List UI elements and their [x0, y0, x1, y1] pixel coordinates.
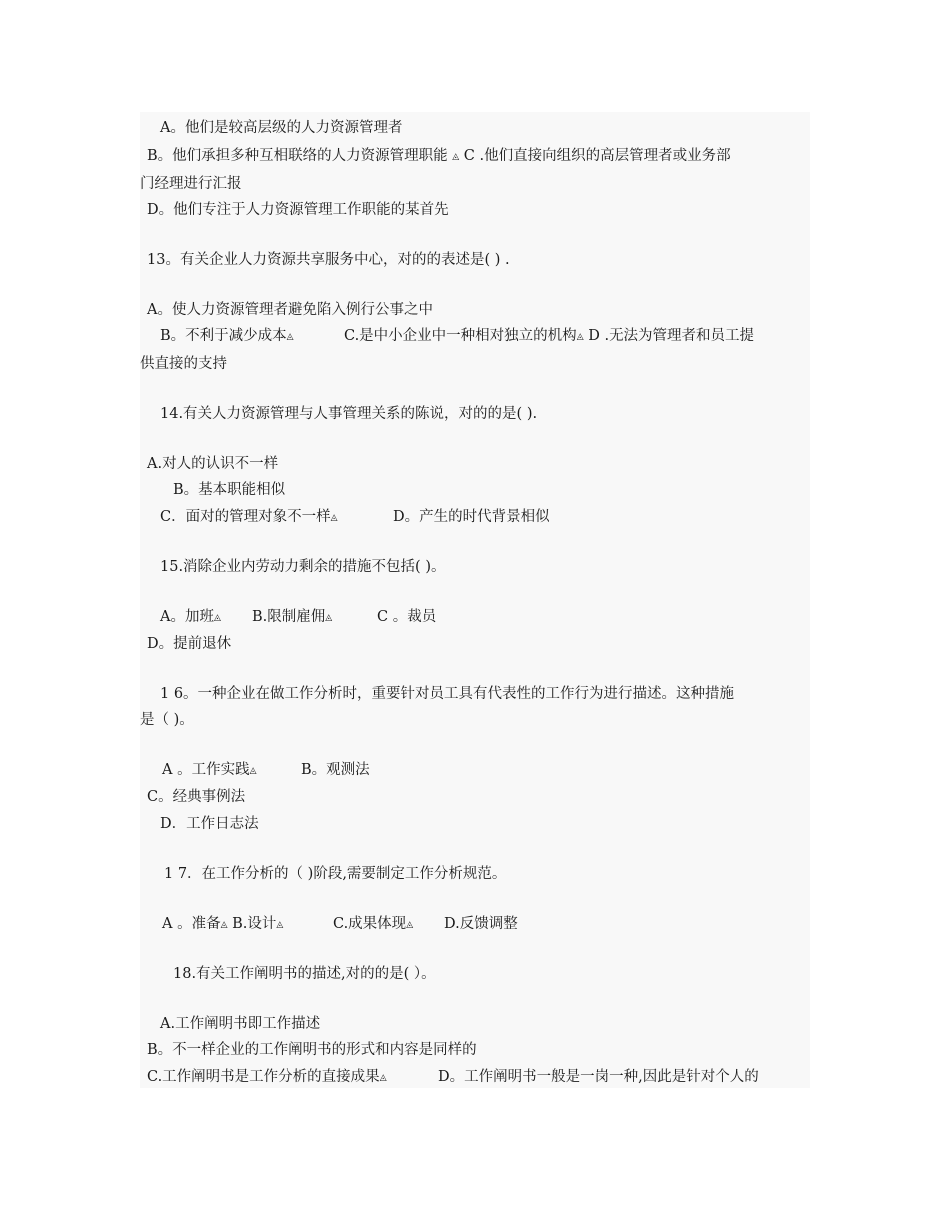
q14-option-c-line	[160, 507, 338, 528]
q13-option-d-cont: 供直接的支持	[140, 356, 227, 372]
tab-marker-icon: ◬	[576, 332, 584, 342]
q18-option-c: C.工作阐明书是工作分析的直接成果	[147, 1069, 380, 1085]
q13-option-b: B。不利于减少成本	[160, 328, 287, 344]
q18-option-d: D。工作阐明书一般是一岗一种,因此是针对个人的	[438, 1069, 759, 1085]
q16-option-d: D．工作日志法	[160, 816, 259, 832]
q17-stem: 1 7．在工作分析的（ )阶段,需要制定工作分析规范。	[164, 866, 507, 882]
q14-option-c: C．面对的管理对象不一样	[160, 509, 331, 525]
q15-option-b: B.限制雇佣	[252, 609, 326, 625]
q15-option-c: C 。裁员	[377, 609, 437, 625]
q13-option-a: A。使人力资源管理者避免陷入例行公事之中	[147, 302, 433, 318]
q12-option-c: C .他们直接向组织的高层管理者或业务部	[463, 148, 731, 164]
q17-options-line	[162, 914, 283, 935]
q16-option-b: B。观测法	[301, 762, 370, 778]
q14-stem: 14.有关人力资源管理与人事管理关系的陈说，对的的是( ).	[160, 406, 538, 422]
q12-option-d: D。他们专注于人力资源管理工作职能的某首先	[147, 202, 449, 218]
q13-option-c: C.是中小企业中一种相对独立的机构	[344, 328, 577, 344]
tab-marker-icon: ◬	[286, 332, 294, 342]
q16-option-c: C。经典事例法	[147, 789, 246, 805]
q13-option-b-line	[160, 326, 294, 347]
q18-option-c-line	[147, 1067, 387, 1088]
q18-option-a: A.工作阐明书即工作描述	[160, 1016, 321, 1032]
q15-option-b-line	[252, 607, 332, 628]
q14-option-a: A.对人的认识不一样	[147, 456, 279, 472]
q12-option-a: A。他们是较高层级的人力资源管理者	[160, 120, 403, 136]
document-page	[140, 112, 810, 1088]
tab-marker-icon: ◬	[276, 920, 284, 930]
q15-option-a: A。加班	[160, 609, 214, 625]
tab-marker-icon: ◬	[213, 613, 221, 623]
q15-option-a-line	[160, 607, 221, 628]
q17-option-c-line	[333, 914, 413, 935]
q17-option-b: B.设计	[232, 916, 277, 932]
q12-option-c-cont: 门经理进行汇报	[140, 176, 242, 192]
q16-option-a: A 。工作实践	[162, 762, 250, 778]
q12-option-b-line	[147, 146, 731, 167]
q15-option-d: D。提前退休	[147, 636, 232, 652]
q15-stem: 15.消除企业内劳动力剩余的措施不包括( )。	[160, 559, 446, 575]
q13-option-d: D .无法为管理者和员工提	[588, 328, 755, 344]
q16-stem-cont: 是（ )。	[140, 712, 194, 728]
q14-option-d: D。产生的时代背景相似	[393, 509, 550, 525]
q16-option-a-line	[162, 760, 257, 781]
q18-stem: 18.有关工作阐明书的描述,对的的是( ）。	[173, 966, 436, 982]
q12-option-b: B。他们承担多种互相联络的人力资源管理职能	[147, 148, 448, 164]
q17-option-a: A 。准备	[162, 916, 221, 932]
tab-marker-icon: ◬	[379, 1073, 387, 1083]
q13-stem: 13。有关企业人力资源共享服务中心，对的的表述是( ) .	[147, 252, 510, 268]
q13-option-cd-line	[344, 326, 754, 347]
q17-option-c: C.成果体现	[333, 916, 407, 932]
q18-option-b: B。不一样企业的工作阐明书的形式和内容是同样的	[147, 1042, 477, 1058]
q17-option-d: D.反馈调整	[444, 916, 518, 932]
tab-marker-icon: ◬	[452, 152, 460, 162]
tab-marker-icon: ◬	[330, 513, 338, 523]
q14-option-b: B。基本职能相似	[173, 482, 286, 498]
tab-marker-icon: ◬	[220, 920, 228, 930]
q16-stem: 1 6。一种企业在做工作分析时，重要针对员工具有代表性的工作行为进行描述。这种措施	[160, 686, 735, 702]
tab-marker-icon: ◬	[249, 766, 257, 776]
tab-marker-icon: ◬	[406, 920, 414, 930]
tab-marker-icon: ◬	[325, 613, 333, 623]
